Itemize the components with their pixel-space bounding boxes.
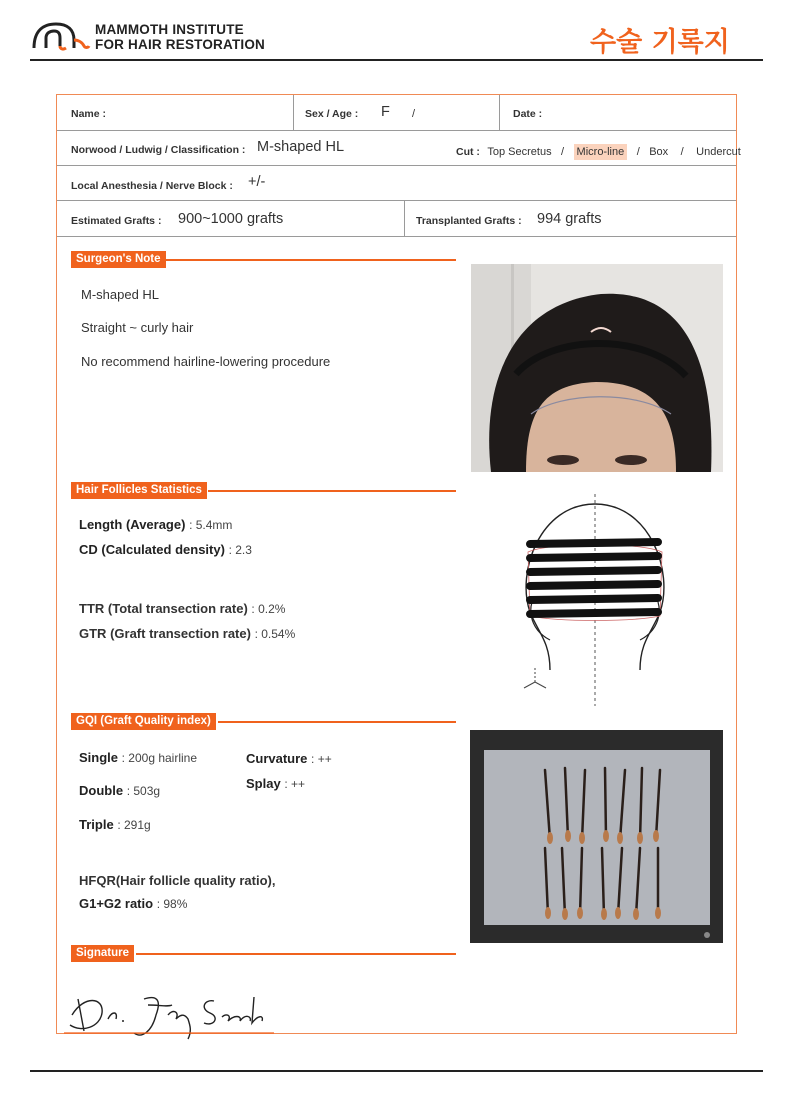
length-value: : 5.4mm xyxy=(189,518,233,532)
cd-label: CD xyxy=(79,542,98,557)
gtr-note: (Graft transection rate) xyxy=(110,626,251,641)
cut-separator: / xyxy=(636,146,640,158)
gqi-triple xyxy=(79,817,151,832)
cd-note: (Calculated density) xyxy=(101,542,225,557)
stat-length xyxy=(79,517,232,532)
form-row-identity xyxy=(57,95,736,131)
triple-label: Triple xyxy=(79,817,114,832)
stat-gtr xyxy=(79,626,295,641)
double-label: Double xyxy=(79,783,124,798)
gqi-splay xyxy=(246,776,305,791)
hfqr-ratio-label: G1+G2 ratio xyxy=(79,896,154,911)
age-separator: / xyxy=(412,108,416,120)
hairline-photo xyxy=(471,264,723,472)
length-note: (Average) xyxy=(125,517,186,532)
handwritten-signature-icon xyxy=(64,985,279,1045)
header-divider xyxy=(30,59,763,61)
gqi-single xyxy=(79,750,197,765)
note-line-1: M-shaped HL xyxy=(81,287,160,302)
section-rule xyxy=(166,259,456,261)
estimated-grafts-label: Estimated Grafts : xyxy=(71,215,162,227)
gtr-value: : 0.54% xyxy=(254,627,296,641)
single-label: Single xyxy=(79,750,119,765)
cut-options xyxy=(456,142,741,160)
stat-cd xyxy=(79,542,252,557)
triple-value: : 291g xyxy=(117,818,151,832)
cut-option-undercut: Undercut xyxy=(696,146,741,158)
classification-value: M-shaped HL xyxy=(257,139,345,155)
estimated-grafts-value: 900~1000 grafts xyxy=(178,211,284,227)
gqi-double xyxy=(79,783,160,798)
stat-ttr xyxy=(79,601,285,616)
transplanted-grafts-value: 994 grafts xyxy=(537,211,602,227)
logo xyxy=(30,18,92,52)
note-line-3: No recommend hairline-lowering procedure xyxy=(81,354,331,369)
surgeons-note-heading: Surgeon's Note xyxy=(71,251,166,268)
sex-value: F xyxy=(381,104,390,120)
hfqr-ratio-value: : 98% xyxy=(156,897,188,911)
doctor-signature xyxy=(64,985,279,1045)
gqi-hfqr xyxy=(79,896,187,911)
note-line-2: Straight ~ curly hair xyxy=(81,320,194,335)
section-rule xyxy=(136,953,456,955)
gqi-curvature xyxy=(246,751,332,766)
cut-separator: / xyxy=(680,146,684,158)
splay-label: Splay xyxy=(246,776,281,791)
divider xyxy=(293,95,294,130)
transplanted-grafts-label: Transplanted Grafts : xyxy=(416,215,522,227)
ttr-value: : 0.2% xyxy=(251,602,286,616)
follicle-stats-heading: Hair Follicles Statistics xyxy=(71,482,207,499)
sex-age-label: Sex / Age : xyxy=(305,108,359,120)
cut-label: Cut : xyxy=(456,146,480,158)
anesthesia-label: Local Anesthesia / Nerve Block : xyxy=(71,180,233,192)
double-value: : 503g xyxy=(126,784,161,798)
cd-value: : 2.3 xyxy=(228,543,252,557)
ttr-label: TTR xyxy=(79,601,105,616)
cut-separator: / xyxy=(561,146,565,158)
org-name-line1: MAMMOTH INSTITUTE xyxy=(95,22,244,37)
graft-monitor-photo xyxy=(470,730,723,943)
curvature-value: : ++ xyxy=(311,752,332,766)
gqi-heading: GQI (Graft Quality index) xyxy=(71,713,216,730)
footer-divider xyxy=(30,1070,763,1072)
head-back-diagram-icon xyxy=(510,492,680,710)
gtr-label: GTR xyxy=(79,626,107,641)
cut-option-top-secretus: Top Secretus xyxy=(487,146,552,158)
anesthesia-value: +/- xyxy=(248,174,266,190)
donor-area-diagram xyxy=(510,492,680,710)
name-label: Name : xyxy=(71,108,107,120)
signature-heading: Signature xyxy=(71,945,134,962)
ttr-note: (Total transection rate) xyxy=(107,601,248,616)
mammoth-logo-icon xyxy=(30,18,92,52)
section-rule xyxy=(218,721,456,723)
date-label: Date : xyxy=(513,108,543,120)
graft-samples-image xyxy=(470,730,723,943)
document-title: 수술 기록지 xyxy=(590,27,730,58)
hfqr-heading: HFQR(Hair follicle quality ratio), xyxy=(79,873,276,888)
cut-option-box: Box xyxy=(649,146,669,158)
splay-value: : ++ xyxy=(284,777,305,791)
curvature-label: Curvature xyxy=(246,751,308,766)
cut-option-micro-line: Micro-line xyxy=(574,144,628,160)
section-rule xyxy=(208,490,456,492)
org-name-line2: FOR HAIR RESTORATION xyxy=(95,37,266,52)
org-name xyxy=(95,22,265,52)
divider xyxy=(404,200,405,237)
patient-forehead-image xyxy=(471,264,723,472)
divider xyxy=(499,95,500,130)
single-value: : 200g hairline xyxy=(121,751,198,765)
length-label: Length xyxy=(79,517,123,532)
classification-label: Norwood / Ludwig / Classification : xyxy=(71,144,246,156)
